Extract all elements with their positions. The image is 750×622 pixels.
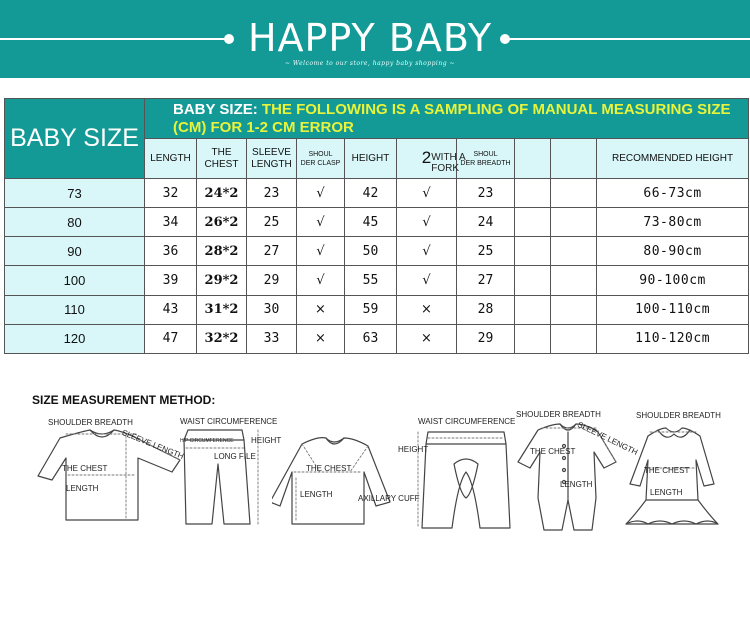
cell-sleeve: 27 [247,237,297,266]
banner-dot-left [224,34,234,44]
cell-clasp: × [297,295,345,324]
col-fork-line1: WITH A [431,152,466,164]
cell-chest: 24*2 [197,179,247,208]
cell-blank [551,237,597,266]
col-fork-label [431,152,465,174]
col-blank-1 [515,139,551,179]
cell-height: 59 [345,295,397,324]
col-fork [397,139,466,179]
label-shoulder-breadth-2: SHOULDER BREADTH [516,410,601,419]
label-shoulder-breadth-1: SHOULDER BREADTH [48,418,133,427]
col-clasp-line2: DER CLASP [300,159,341,167]
label-chest-4: THE CHEST [644,466,690,475]
size-note-text: THE FOLLOWING IS A SAMPLING OF MANUAL MEASURING SIZE (CM) FOR 1-2 CM ERROR [173,100,731,136]
cell-fork: √ [397,208,457,237]
page-subtitle: ~ Welcome to our store, happy baby shopping ~ [285,60,455,67]
label-length-1: LENGTH [66,484,99,493]
cell-rec: 90-100cm [597,266,749,295]
cell-breadth: 28 [457,295,515,324]
cell-height: 45 [345,208,397,237]
label-length-2: LENGTH [300,490,333,499]
col-fork-num: 2 [421,148,432,168]
cell-rec: 80-90cm [597,237,749,266]
col-length: LENGTH [145,139,197,179]
cell-fork: √ [397,266,457,295]
banner-line-right [508,38,750,40]
long-sleeve-top-sketch [30,420,200,530]
cell-size: 120 [5,324,145,353]
cell-size: 100 [5,266,145,295]
cell-length: 32 [145,179,197,208]
cell-blank [515,237,551,266]
cell-blank [515,208,551,237]
label-waist-1: WAIST CIRCUMFERENCE [180,417,278,426]
banner-line-left [0,38,228,40]
col-chest [197,139,247,179]
cell-chest: 31*2 [197,295,247,324]
label-shoulder-breadth-3: SHOULDER BREADTH [636,411,721,420]
cell-chest: 32*2 [197,324,247,353]
size-note [145,99,749,139]
header-banner [0,0,750,78]
cell-fork: √ [397,179,457,208]
label-long-file: LONG FILE [214,452,256,461]
cell-sleeve: 25 [247,208,297,237]
label-height-2: HEIGHT [398,445,429,454]
cell-fork: × [397,324,457,353]
cell-blank [551,266,597,295]
page-title: HAPPY BABY [247,16,493,60]
cell-clasp: × [297,324,345,353]
cell-sleeve: 30 [247,295,297,324]
baby-size-header [5,99,145,179]
col-blank-2 [551,139,597,179]
label-waist-2: WAIST CIRCUMFERENCE [418,417,516,426]
cell-clasp: √ [297,179,345,208]
cell-size: 110 [5,295,145,324]
cell-breadth: 27 [457,266,515,295]
table-row [5,266,749,295]
col-sleeve-line2: LENGTH [251,158,292,170]
cell-chest: 26*2 [197,208,247,237]
label-sleeve-length-2: SLEEVE LENGTH [576,420,640,457]
cell-clasp: √ [297,208,345,237]
cell-blank [551,295,597,324]
size-note-prefix: BABY SIZE: [173,100,258,118]
table-row [5,179,749,208]
cell-rec: 100-110cm [597,295,749,324]
cell-length: 39 [145,266,197,295]
col-recommended-height: RECOMMENDED HEIGHT [597,139,749,179]
cell-fork: × [397,295,457,324]
col-chest-line2: CHEST [204,158,239,170]
cell-sleeve: 23 [247,179,297,208]
cell-blank [515,179,551,208]
cell-blank [551,208,597,237]
cell-rec: 73-80cm [597,208,749,237]
cell-breadth: 29 [457,324,515,353]
cell-size: 73 [5,179,145,208]
label-chest-1: THE CHEST [62,464,108,473]
cell-length: 47 [145,324,197,353]
col-shoulder-clasp [297,139,345,179]
table-row [5,295,749,324]
cell-blank [515,295,551,324]
cell-clasp: √ [297,266,345,295]
col-height: HEIGHT [345,139,397,179]
method-title: SIZE MEASUREMENT METHOD: [32,393,216,407]
size-table-body [5,179,749,354]
cell-size: 90 [5,237,145,266]
col-fork-line2: FORK [431,163,460,175]
cell-sleeve: 29 [247,266,297,295]
cell-height: 55 [345,266,397,295]
label-chest-2: THE CHEST [306,464,352,473]
col-sleeve [247,139,297,179]
cell-blank [551,324,597,353]
cell-height: 42 [345,179,397,208]
cell-blank [551,179,597,208]
cell-rec: 66-73cm [597,179,749,208]
col-chest-line1: THE [211,146,232,158]
shorts-sketch [406,424,516,534]
raglan-top-sketch [272,432,402,532]
col-clasp-line1: SHOUL [308,150,333,158]
label-length-3: LENGTH [560,480,593,489]
table-row [5,208,749,237]
cell-size: 80 [5,208,145,237]
label-height-1: HEIGHT [251,436,282,445]
cell-length: 36 [145,237,197,266]
label-hip-1: HIP CIRCUMFERENCE [180,438,234,444]
cell-clasp: √ [297,237,345,266]
label-chest-3: THE CHEST [530,447,576,456]
cell-length: 43 [145,295,197,324]
cell-breadth: 24 [457,208,515,237]
cell-breadth: 25 [457,237,515,266]
cell-height: 50 [345,237,397,266]
cell-height: 63 [345,324,397,353]
cell-length: 34 [145,208,197,237]
cell-sleeve: 33 [247,324,297,353]
dress-sketch [618,420,728,532]
label-axillary-cuff: AXILLARY CUFF [358,494,420,503]
cell-fork: √ [397,237,457,266]
cell-blank [515,324,551,353]
table-row [5,324,749,353]
cell-chest: 29*2 [197,266,247,295]
label-sleeve-length-1: SLEEVE LENGTH [120,428,186,461]
col-breadth-line2: DER BREADTH [460,159,511,167]
cell-breadth: 23 [457,179,515,208]
table-row [5,237,749,266]
col-breadth-line1: SHOUL [473,150,498,158]
size-table [4,98,749,354]
col-sleeve-line1: SLEEVE [252,146,291,158]
cell-chest: 28*2 [197,237,247,266]
label-length-4: LENGTH [650,488,683,497]
cell-rec: 110-120cm [597,324,749,353]
cell-blank [515,266,551,295]
baby-size-label: BABY SIZE [10,124,139,152]
